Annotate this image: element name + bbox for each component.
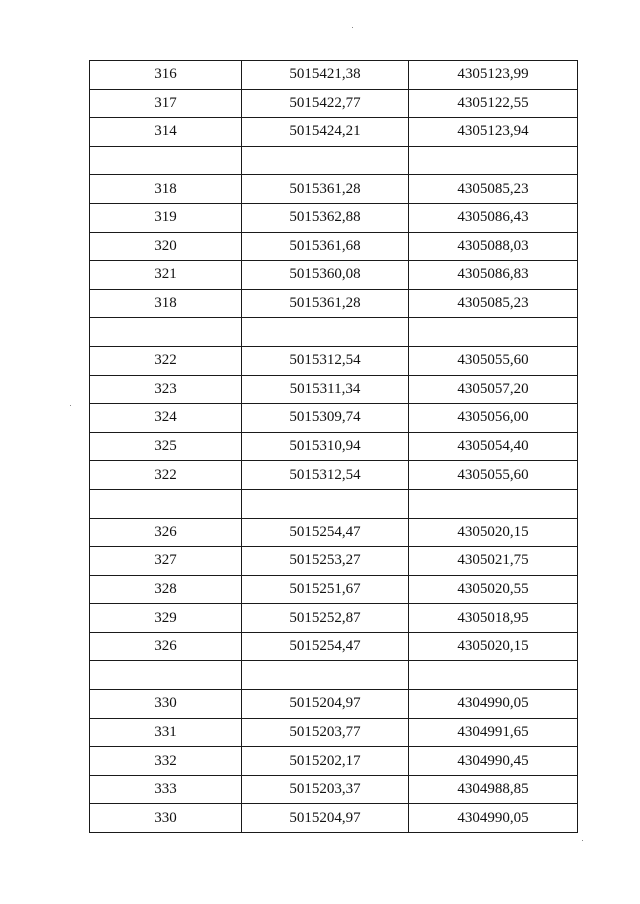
point-number-cell: 322 [90, 461, 242, 490]
x-coordinate-cell: 5015204,97 [242, 690, 409, 719]
y-coordinate-cell: 4305020,15 [409, 632, 578, 661]
y-coordinate-cell: 4305088,03 [409, 232, 578, 261]
table-row [90, 232, 578, 261]
point-number-cell: 331 [90, 718, 242, 747]
scan-speck [70, 405, 71, 406]
table-row [90, 203, 578, 232]
table-row [90, 690, 578, 719]
x-coordinate-cell: 5015252,87 [242, 604, 409, 633]
point-number-cell [90, 489, 242, 518]
point-number-cell [90, 661, 242, 690]
point-number-cell: 316 [90, 61, 242, 90]
x-coordinate-cell: 5015361,28 [242, 289, 409, 318]
x-coordinate-cell: 5015311,34 [242, 375, 409, 404]
table-row [90, 518, 578, 547]
x-coordinate-cell: 5015309,74 [242, 404, 409, 433]
scan-speck [352, 27, 353, 28]
x-coordinate-cell: 5015421,38 [242, 61, 409, 90]
y-coordinate-cell: 4305055,60 [409, 346, 578, 375]
x-coordinate-cell: 5015360,08 [242, 261, 409, 290]
point-number-cell: 322 [90, 346, 242, 375]
table-row [90, 461, 578, 490]
point-number-cell: 318 [90, 175, 242, 204]
point-number-cell: 328 [90, 575, 242, 604]
y-coordinate-cell: 4304990,05 [409, 690, 578, 719]
x-coordinate-cell: 5015203,77 [242, 718, 409, 747]
table-row [90, 432, 578, 461]
y-coordinate-cell: 4305056,00 [409, 404, 578, 433]
table-row [90, 346, 578, 375]
x-coordinate-cell: 5015203,37 [242, 775, 409, 804]
y-coordinate-cell: 4305057,20 [409, 375, 578, 404]
x-coordinate-cell: 5015362,88 [242, 203, 409, 232]
table-row [90, 61, 578, 90]
x-coordinate-cell: 5015254,47 [242, 518, 409, 547]
point-number-cell: 320 [90, 232, 242, 261]
table-row [90, 632, 578, 661]
y-coordinate-cell: 4305123,94 [409, 118, 578, 147]
y-coordinate-cell: 4305123,99 [409, 61, 578, 90]
x-coordinate-cell: 5015312,54 [242, 461, 409, 490]
x-coordinate-cell: 5015361,68 [242, 232, 409, 261]
x-coordinate-cell [242, 146, 409, 175]
table-row [90, 718, 578, 747]
table-row [90, 261, 578, 290]
point-number-cell [90, 146, 242, 175]
point-number-cell: 326 [90, 632, 242, 661]
point-number-cell: 329 [90, 604, 242, 633]
y-coordinate-cell: 4305054,40 [409, 432, 578, 461]
x-coordinate-cell [242, 661, 409, 690]
table-row [90, 547, 578, 576]
table-row [90, 289, 578, 318]
point-number-cell: 317 [90, 89, 242, 118]
table-row [90, 575, 578, 604]
y-coordinate-cell: 4305020,55 [409, 575, 578, 604]
x-coordinate-cell: 5015361,28 [242, 175, 409, 204]
x-coordinate-cell: 5015254,47 [242, 632, 409, 661]
x-coordinate-cell: 5015424,21 [242, 118, 409, 147]
point-number-cell: 325 [90, 432, 242, 461]
point-number-cell: 324 [90, 404, 242, 433]
x-coordinate-cell: 5015312,54 [242, 346, 409, 375]
y-coordinate-cell: 4305086,43 [409, 203, 578, 232]
y-coordinate-cell: 4305018,95 [409, 604, 578, 633]
separator-row [90, 661, 578, 690]
point-number-cell: 319 [90, 203, 242, 232]
y-coordinate-cell: 4305020,15 [409, 518, 578, 547]
x-coordinate-cell: 5015251,67 [242, 575, 409, 604]
y-coordinate-cell [409, 146, 578, 175]
y-coordinate-cell [409, 489, 578, 518]
table-row [90, 375, 578, 404]
x-coordinate-cell: 5015253,27 [242, 547, 409, 576]
point-number-cell: 327 [90, 547, 242, 576]
table-row [90, 604, 578, 633]
x-coordinate-cell [242, 489, 409, 518]
y-coordinate-cell: 4305086,83 [409, 261, 578, 290]
point-number-cell: 314 [90, 118, 242, 147]
point-number-cell: 333 [90, 775, 242, 804]
x-coordinate-cell: 5015202,17 [242, 747, 409, 776]
table-row [90, 118, 578, 147]
separator-row [90, 318, 578, 347]
scan-speck [582, 840, 583, 841]
point-number-cell: 330 [90, 804, 242, 833]
table-row [90, 404, 578, 433]
table-row [90, 175, 578, 204]
x-coordinate-cell [242, 318, 409, 347]
y-coordinate-cell: 4305122,55 [409, 89, 578, 118]
point-number-cell: 318 [90, 289, 242, 318]
x-coordinate-cell: 5015422,77 [242, 89, 409, 118]
point-number-cell: 330 [90, 690, 242, 719]
y-coordinate-cell [409, 661, 578, 690]
y-coordinate-cell: 4305085,23 [409, 289, 578, 318]
y-coordinate-cell: 4304990,45 [409, 747, 578, 776]
y-coordinate-cell: 4305055,60 [409, 461, 578, 490]
table-row [90, 747, 578, 776]
x-coordinate-cell: 5015204,97 [242, 804, 409, 833]
point-number-cell: 332 [90, 747, 242, 776]
point-number-cell [90, 318, 242, 347]
y-coordinate-cell: 4305085,23 [409, 175, 578, 204]
y-coordinate-cell: 4304991,65 [409, 718, 578, 747]
table-row [90, 89, 578, 118]
y-coordinate-cell: 4304988,85 [409, 775, 578, 804]
separator-row [90, 489, 578, 518]
coordinates-table-body [90, 61, 578, 833]
point-number-cell: 323 [90, 375, 242, 404]
table-row [90, 804, 578, 833]
point-number-cell: 326 [90, 518, 242, 547]
y-coordinate-cell [409, 318, 578, 347]
point-number-cell: 321 [90, 261, 242, 290]
table-row [90, 775, 578, 804]
x-coordinate-cell: 5015310,94 [242, 432, 409, 461]
coordinates-table [89, 60, 578, 833]
y-coordinate-cell: 4305021,75 [409, 547, 578, 576]
y-coordinate-cell: 4304990,05 [409, 804, 578, 833]
separator-row [90, 146, 578, 175]
